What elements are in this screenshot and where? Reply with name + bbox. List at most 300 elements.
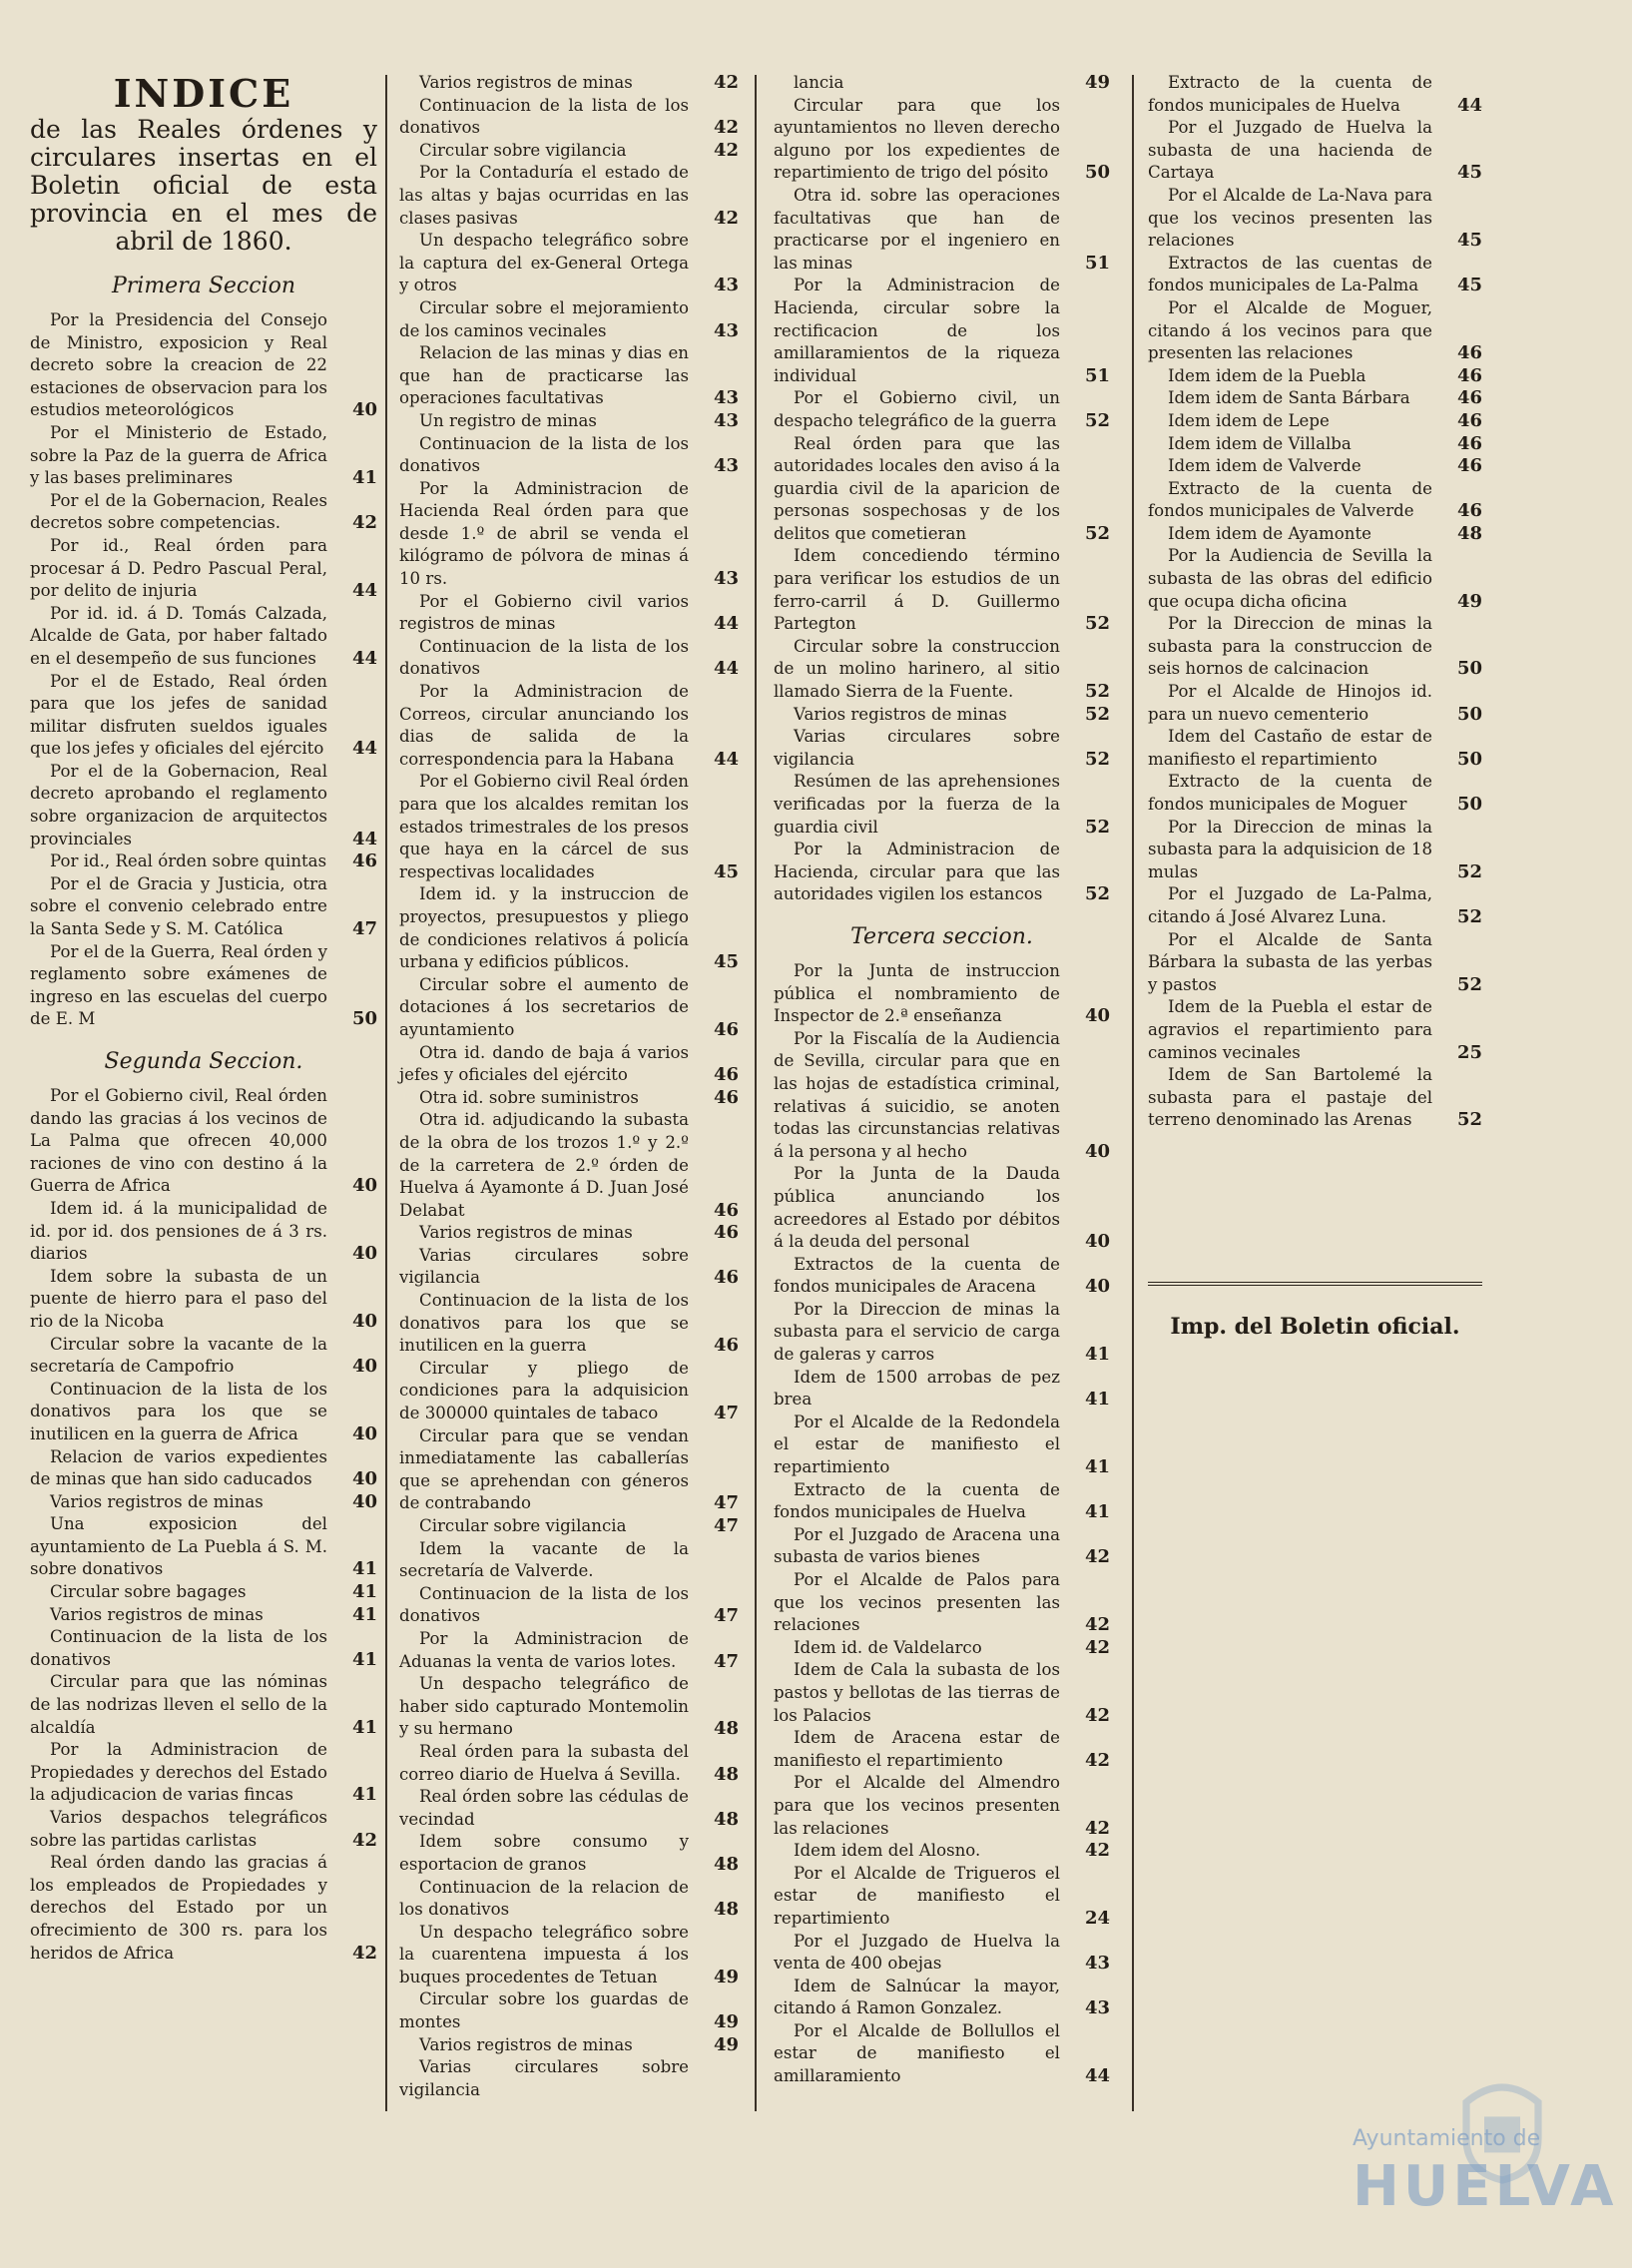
index-entry <box>1148 433 1482 456</box>
entry-page-number: 43 <box>713 275 739 296</box>
entry-page-number: 52 <box>1084 703 1110 725</box>
entry-text: Idem sobre consumo y esportacion de granos <box>399 1832 689 1874</box>
entry-page-number: 50 <box>1456 658 1482 680</box>
entry-text: Varias circulares sobre vigilancia <box>399 2057 689 2099</box>
index-entry <box>1148 387 1482 410</box>
entry-text: Por la Administracion de Hacienda, circular para que las autoridades vigilen los estancos <box>774 840 1060 904</box>
column-1 <box>30 72 377 1965</box>
entry-page-number: 46 <box>1456 432 1482 454</box>
entry-text: Varios registros de minas <box>50 1604 264 1624</box>
index-entry <box>30 761 377 850</box>
entry-text: Por la Direccion de minas la subasta para la construccion de seis hornos de calcinacion <box>1148 614 1432 679</box>
entry-page-number: 50 <box>1084 162 1110 184</box>
entry-text: Circular y pliego de condiciones para la adquisicion de 300000 quintales de tabaco <box>399 1358 689 1423</box>
entry-page-number: 41 <box>351 467 377 489</box>
entry-text: Continuacion de la lista de los donativos <box>399 433 689 476</box>
entry-page-number: 44 <box>351 738 377 760</box>
entry-page-number: 47 <box>713 1605 739 1627</box>
entry-page-number: 46 <box>1456 409 1482 431</box>
index-entry <box>399 478 739 591</box>
entry-text: Continuacion de la lista de los donativos <box>399 95 689 138</box>
index-entry <box>30 1085 377 1198</box>
index-entry <box>30 422 377 490</box>
index-entry <box>1148 297 1482 365</box>
entry-text: Por el Alcalde de La-Nava para que los vecinos presenten las relaciones <box>1148 185 1432 251</box>
entry-text: Real órden sobre las cédulas de vecindad <box>399 1787 689 1829</box>
entry-text: Circular sobre el mejoramiento de los caminos vecinales <box>399 297 689 340</box>
index-entry <box>399 1425 739 1515</box>
entry-text: Por el Gobierno civil, un despacho telegráfico de la guerra <box>774 388 1060 430</box>
entry-text: Por el Alcalde de Palos para que los vecinos presenten las relaciones <box>774 1570 1060 1635</box>
entry-page-number: 52 <box>1456 860 1482 882</box>
index-entry <box>774 95 1110 185</box>
index-entry <box>774 1840 1110 1863</box>
entry-page-number: 51 <box>1084 252 1110 274</box>
entry-text: Por la Presidencia del Consejo de Ministro, exposicion y Real decreto sobre la creacion de 22 estaciones de observacion para los estudios meteorológicos <box>30 310 327 420</box>
entry-page-number: 42 <box>1084 1614 1110 1636</box>
index-entry <box>30 1852 377 1965</box>
index-entry <box>774 1659 1110 1727</box>
entry-page-number: 47 <box>351 918 377 940</box>
index-entry <box>1148 455 1482 478</box>
entry-text: Por id., Real órden sobre quintas <box>50 851 327 871</box>
entry-page-number: 44 <box>351 828 377 850</box>
index-entry <box>30 1446 377 1491</box>
entry-text: Real órden para la subasta del correo diario de Huelva á Sevilla. <box>399 1741 689 1784</box>
index-entry <box>399 883 739 973</box>
index-entry <box>774 1163 1110 1253</box>
entry-page-number: 46 <box>1456 387 1482 409</box>
entry-page-number: 52 <box>1084 816 1110 838</box>
entry-page-number: 40 <box>351 1175 377 1197</box>
entry-page-number: 42 <box>713 139 739 161</box>
index-entry <box>774 771 1110 839</box>
index-entry <box>30 309 377 422</box>
column-rule <box>755 75 757 2111</box>
entry-text: Circular sobre vigilancia <box>419 140 627 160</box>
entry-page-number: 46 <box>713 1199 739 1221</box>
index-entry <box>399 1877 739 1922</box>
entry-text: Continuacion de la relacion de los donativos <box>399 1877 689 1920</box>
index-entry <box>1148 253 1482 297</box>
index-entry <box>774 636 1110 704</box>
entry-page-number: 40 <box>351 1356 377 1378</box>
index-entry <box>30 1807 377 1852</box>
entry-text: Un despacho telegráfico sobre la captura del ex-General Ortega y otros <box>399 231 689 295</box>
entry-page-number: 50 <box>1456 794 1482 815</box>
watermark-line-2: HUELVA <box>1353 2154 1618 2219</box>
entry-page-number: 41 <box>351 1716 377 1738</box>
entry-page-number: 42 <box>351 512 377 534</box>
entry-page-number: 43 <box>1084 1997 1110 2019</box>
entry-page-number: 48 <box>713 1718 739 1740</box>
entry-page-number: 40 <box>351 399 377 421</box>
entry-page-number: 48 <box>713 1853 739 1875</box>
entry-page-number: 46 <box>1456 500 1482 522</box>
entry-page-number: 40 <box>351 1310 377 1332</box>
entry-text: Circular sobre vigilancia <box>419 1516 627 1535</box>
entry-text: Relacion de las minas y dias en que han de practicarse las operaciones facultativas <box>399 343 689 408</box>
entry-text: Por el de Estado, Real órden para que los jefes de sanidad militar disfruten sueldos iguales que los jefes y oficiales del ejército <box>30 671 327 759</box>
entry-text: Relacion de varios expedientes de minas que han sido caducados <box>30 1446 327 1489</box>
entry-page-number: 41 <box>1084 1456 1110 1478</box>
entry-text: Por el Alcalde de Trigueros el estar de manifiesto el repartimiento <box>774 1863 1060 1928</box>
entry-text: Circular para que las nóminas de las nodrizas lleven el sello de la alcaldía <box>30 1672 327 1737</box>
index-entry <box>399 1786 739 1831</box>
entry-page-number: 52 <box>1084 522 1110 544</box>
index-entry <box>30 1604 377 1627</box>
index-entry <box>774 839 1110 906</box>
entry-text: Idem la vacante de la secretaría de Valverde. <box>399 1538 689 1581</box>
entry-text: Por la Administracion de Hacienda Real órden para que desde 1.º de abril se venda el kilógramo de pólvora de minas á 10 rs. <box>399 478 689 589</box>
entry-text: Otra id. dando de baja á varios jefes y oficiales del ejército <box>399 1042 689 1085</box>
index-entry <box>399 1042 739 1087</box>
index-entry <box>1148 996 1482 1064</box>
entry-text: Continuacion de la lista de los donativos para los que se inutilicen en la guerra <box>399 1291 689 1356</box>
entry-page-number: 43 <box>713 455 739 477</box>
entry-page-number: 46 <box>713 1335 739 1357</box>
index-entry <box>1148 478 1482 523</box>
entry-page-number: 25 <box>1456 1041 1482 1063</box>
entry-page-number: 46 <box>713 1267 739 1289</box>
entry-text: Varias circulares sobre vigilancia <box>774 727 1060 769</box>
entry-text: Idem idem del Alosno. <box>794 1841 981 1861</box>
entry-text: Otra id. sobre suministros <box>419 1087 639 1107</box>
index-entry <box>774 1479 1110 1524</box>
entry-page-number: 52 <box>1084 883 1110 905</box>
column-3 <box>774 72 1110 2088</box>
entry-page-number: 46 <box>1456 364 1482 386</box>
entry-text: Extractos de las cuentas de fondos municipales de La-Palma <box>1148 253 1432 295</box>
entry-text: Idem idem de Villalba <box>1168 433 1352 453</box>
index-entry <box>774 1254 1110 1299</box>
entry-page-number: 50 <box>1456 703 1482 725</box>
entry-page-number: 52 <box>1084 748 1110 770</box>
entry-text: Por la Fiscalía de la Audiencia de Sevilla, circular para que en las hojas de estadística criminal, relativas á suicidio, se anoten todas las circunstancias relativas á la persona y al hecho <box>774 1028 1060 1161</box>
index-entry <box>30 1198 377 1266</box>
entry-text: Por el de la Gobernacion, Reales decretos sobre competencias. <box>30 490 327 533</box>
entry-page-number: 44 <box>1084 2065 1110 2087</box>
index-entry <box>399 1087 739 1110</box>
entry-page-number: 46 <box>351 850 377 872</box>
index-subtitle: de las Reales órdenes y circulares insertas en el Boletin oficial de esta provincia en el mes de abril de 1860. <box>30 115 377 256</box>
entry-page-number: 46 <box>1456 342 1482 364</box>
entry-text: Por la Administracion de Hacienda, circular sobre la rectificacion de los amillaramientos de la riqueza individual <box>774 276 1060 385</box>
entry-page-number: 42 <box>1084 1749 1110 1771</box>
entry-text: lancia <box>794 73 844 92</box>
entry-page-number: 44 <box>713 613 739 635</box>
entry-page-number: 52 <box>1084 613 1110 635</box>
index-entry <box>30 873 377 941</box>
index-entry <box>1148 771 1482 816</box>
entry-text: Idem de Cala la subasta de los pastos y bellotas de las tierras de los Palacios <box>774 1660 1060 1725</box>
entry-text: Idem idem de Lepe <box>1168 410 1330 430</box>
entry-text: Por el Juzgado de La-Palma, citando á José Alvarez Luna. <box>1148 884 1432 926</box>
entry-text: Por la Audiencia de Sevilla la subasta de las obras del edificio que ocupa dicha oficina <box>1148 546 1432 611</box>
index-entry <box>399 2056 739 2101</box>
entry-page-number: 43 <box>1084 1953 1110 1975</box>
entry-page-number: 41 <box>351 1603 377 1625</box>
section-heading-second: Segunda Seccion. <box>104 1049 303 1074</box>
index-entry <box>1148 613 1482 681</box>
entry-text: Real órden para que las autoridades locales den aviso á la guardia civil de la aparicion de personas sospechosas y de los delitos que cometieran <box>774 433 1060 543</box>
entry-text: Por el Juzgado de Aracena una subasta de varios bienes <box>774 1524 1060 1567</box>
entry-page-number: 40 <box>1084 1276 1110 1298</box>
entry-page-number: 52 <box>1084 409 1110 431</box>
index-entry <box>30 1513 377 1581</box>
entry-page-number: 41 <box>351 1558 377 1580</box>
entry-page-number: 46 <box>713 1222 739 1244</box>
index-entry <box>774 1412 1110 1479</box>
index-entry <box>774 185 1110 275</box>
index-entry <box>399 297 739 342</box>
entry-page-number: 49 <box>1456 590 1482 612</box>
entry-text: Idem concediendo término para verificar los estudios de un ferro-carril á D. Guillermo Partegton <box>774 546 1060 634</box>
index-entry <box>399 1109 739 1222</box>
entry-text: Idem de San Bartolemé la subasta para el pastaje del terreno denominado las Arenas <box>1148 1065 1432 1130</box>
entry-page-number: 45 <box>1456 162 1482 184</box>
entry-page-number: 40 <box>351 1468 377 1490</box>
index-entry <box>30 490 377 535</box>
index-entry <box>399 342 739 410</box>
entry-text: Un despacho telegráfico sobre la cuarentena impuesta á los buques procedentes de Tetuan <box>399 1922 689 1986</box>
index-entry <box>399 1222 739 1245</box>
entry-text: Por la Junta de la Dauda pública anunciando los acreedores al Estado por débitos á la deuda del personal <box>774 1164 1060 1252</box>
printer-imprint: Imp. del Boletin oficial. <box>1148 1282 1482 1339</box>
index-entry <box>399 974 739 1042</box>
entry-text: Circular sobre la vacante de la secretaría de Campofrio <box>30 1334 327 1377</box>
entry-text: Circular sobre el aumento de dotaciones á los secretarios de ayuntamiento <box>399 974 689 1039</box>
entry-page-number: 41 <box>351 1648 377 1670</box>
entry-page-number: 45 <box>713 860 739 882</box>
entry-page-number: 41 <box>1084 1344 1110 1366</box>
index-entry <box>774 1028 1110 1164</box>
entry-page-number: 52 <box>1084 681 1110 703</box>
entry-page-number: 42 <box>1084 1817 1110 1839</box>
entry-text: Por id., Real órden para procesar á D. Pedro Pascual Peral, por delito de injuria <box>30 535 327 601</box>
section-heading-third: Tercera seccion. <box>850 923 1033 949</box>
index-entry <box>774 72 1110 95</box>
index-entry <box>30 535 377 603</box>
entry-text: Extracto de la cuenta de fondos municipales de Huelva <box>774 1479 1060 1522</box>
entry-page-number: 49 <box>713 1966 739 1987</box>
entry-page-number: 40 <box>1084 1005 1110 1027</box>
entry-page-number: 45 <box>1456 230 1482 252</box>
entry-text: Por el Alcalde de la Redondela el estar de manifiesto el repartimiento <box>774 1412 1060 1477</box>
entry-text: Por el Juzgado de Huelva la venta de 400 obejas <box>774 1931 1060 1974</box>
entry-text: Por el Juzgado de Huelva la subasta de una hacienda de Cartaya <box>1148 118 1432 183</box>
index-entry <box>399 1245 739 1290</box>
index-entry <box>774 1931 1110 1976</box>
entry-page-number: 42 <box>1084 1546 1110 1568</box>
index-entry <box>399 162 739 230</box>
entry-page-number: 41 <box>351 1581 377 1603</box>
entry-text: Varios registros de minas <box>419 2034 633 2054</box>
index-entry <box>399 230 739 297</box>
index-entry <box>399 410 739 433</box>
entry-page-number: 45 <box>713 951 739 973</box>
entry-page-number: 24 <box>1084 1907 1110 1929</box>
entry-text: Por el de Gracia y Justicia, otra sobre el convenio celebrado entre la Santa Sede y S. M. Católica <box>30 873 327 939</box>
entry-page-number: 44 <box>713 658 739 680</box>
index-entry <box>774 275 1110 387</box>
index-entry <box>30 1671 377 1739</box>
entry-page-number: 41 <box>1084 1389 1110 1411</box>
column-2 <box>399 72 739 2101</box>
entry-text: Extracto de la cuenta de fondos municipales de Huelva <box>1148 73 1432 115</box>
index-title <box>30 72 377 256</box>
entry-text: Circular sobre bagages <box>50 1582 247 1602</box>
index-entry <box>1148 523 1482 546</box>
entry-page-number: 43 <box>713 387 739 409</box>
entry-text: Por el Alcalde de Bollullos el estar de manifiesto el amillaramiento <box>774 2020 1060 2086</box>
index-entry <box>774 726 1110 771</box>
entry-text: Varios registros de minas <box>419 73 633 92</box>
entry-text: Por el Alcalde de Santa Bárbara la subasta de las yerbas y pastos <box>1148 929 1432 994</box>
entry-text: Varios registros de minas <box>419 1223 633 1243</box>
entry-text: Un registro de minas <box>419 410 597 430</box>
entry-page-number: 52 <box>1456 905 1482 927</box>
entry-text: Continuacion de la lista de los donativos para los que se inutilicen en la guerra de Africa <box>30 1379 327 1443</box>
index-entry <box>774 1524 1110 1569</box>
entry-page-number: 40 <box>351 1243 377 1265</box>
entry-text: Idem idem de Valverde <box>1168 456 1361 476</box>
index-entry <box>399 1515 739 1538</box>
entry-text: Continuacion de la lista de los donativos <box>30 1627 327 1669</box>
entry-page-number: 48 <box>1456 522 1482 544</box>
entry-page-number: 40 <box>351 1422 377 1444</box>
entry-page-number: 47 <box>713 1650 739 1672</box>
index-entry <box>399 1741 739 1786</box>
entry-page-number: 40 <box>1084 1231 1110 1253</box>
watermark-line-1: Ayuntamiento de <box>1353 2126 1541 2151</box>
index-entry <box>1148 817 1482 884</box>
entry-text: Por el de la Gobernacion, Real decreto aprobando el reglamento sobre organizacion de arquitectos provinciales <box>30 761 327 849</box>
index-entry <box>1148 117 1482 185</box>
entry-page-number: 52 <box>1456 973 1482 995</box>
entry-text: Idem id. de Valdelarco <box>794 1637 982 1657</box>
entry-page-number: 46 <box>713 1018 739 1040</box>
entry-text: Por la Junta de instruccion pública el nombramiento de Inspector de 2.ª enseñanza <box>774 960 1060 1026</box>
entry-text: Idem idem de Ayamonte <box>1168 523 1371 543</box>
entry-text: Por la Administracion de Aduanas la venta de varios lotes. <box>399 1628 689 1671</box>
index-entry <box>399 636 739 681</box>
index-entry <box>399 1988 739 2033</box>
index-entry <box>774 2020 1110 2088</box>
index-entry <box>774 1637 1110 1660</box>
entry-page-number: 44 <box>1456 94 1482 116</box>
index-heading: INDICE <box>113 71 294 116</box>
entry-text: Circular para que los ayuntamientos no lleven derecho alguno por los expedientes de repartimiento de trigo del pósito <box>774 95 1060 183</box>
entry-page-number: 44 <box>713 748 739 770</box>
index-entry <box>1148 545 1482 613</box>
index-entry <box>30 1379 377 1446</box>
index-entry <box>30 1266 377 1334</box>
index-entry <box>1148 681 1482 726</box>
entry-page-number: 46 <box>713 1086 739 1108</box>
index-entry <box>399 2034 739 2057</box>
entry-text: Por el Alcalde de Hinojos id. para un nuevo cementerio <box>1148 682 1432 724</box>
entry-text: Idem de Salnúcar la mayor, citando á Ramon Gonzalez. <box>774 1976 1060 2018</box>
entry-page-number: 48 <box>713 1808 739 1830</box>
entry-text: Varios registros de minas <box>50 1491 264 1511</box>
entry-text: Varios registros de minas <box>794 704 1007 724</box>
entry-page-number: 47 <box>713 1403 739 1424</box>
index-entry <box>1148 1064 1482 1132</box>
entry-page-number: 47 <box>713 1515 739 1536</box>
entry-text: Por id. id. á D. Tomás Calzada, Alcalde de Gata, por haber faltado en el desempeño de sus funciones <box>30 603 327 668</box>
entry-page-number: 47 <box>713 1492 739 1514</box>
index-entry <box>399 433 739 478</box>
index-entry <box>30 1334 377 1379</box>
entry-page-number: 48 <box>713 1899 739 1921</box>
entry-page-number: 42 <box>351 1942 377 1964</box>
entry-text: Por el Gobierno civil Real órden para que los alcaldes remitan los estados trimestrales de los presos que haya en la cárcel de sus respectivas localidades <box>399 772 689 881</box>
index-entry <box>774 1727 1110 1772</box>
index-entry <box>774 1863 1110 1931</box>
entry-text: Otra id. sobre las operaciones facultativas que han de practicarse por el ingeniero en las minas <box>774 185 1060 273</box>
entry-text: Idem id. y la instruccion de proyectos, presupuestos y pliego de condiciones relativos á policía urbana y edificios públicos. <box>399 884 689 972</box>
index-entry <box>1148 410 1482 433</box>
index-entry <box>30 850 377 873</box>
entry-page-number: 42 <box>1084 1840 1110 1862</box>
entry-text: Continuacion de la lista de los donativos <box>399 636 689 679</box>
index-entry <box>30 941 377 1031</box>
index-entry <box>399 72 739 95</box>
index-entry <box>30 1491 377 1514</box>
index-entry <box>774 387 1110 432</box>
index-entry <box>399 1628 739 1673</box>
entry-page-number: 43 <box>713 568 739 590</box>
index-entry <box>399 1673 739 1741</box>
index-entry <box>399 1538 739 1583</box>
index-entry <box>774 1367 1110 1412</box>
entry-text: Por la Administracion de Propiedades y derechos del Estado la adjudicacion de varias fincas <box>30 1740 327 1805</box>
entry-text: Idem de 1500 arrobas de pez brea <box>774 1367 1060 1410</box>
entry-text: Extracto de la cuenta de fondos municipales de Valverde <box>1148 478 1432 521</box>
index-entry <box>774 1772 1110 1840</box>
index-entry <box>399 1922 739 1989</box>
entry-page-number: 41 <box>1084 1501 1110 1523</box>
index-entry <box>399 591 739 636</box>
column-rule <box>385 75 387 2111</box>
entry-text: Idem de la Puebla el estar de agravios el repartimiento para caminos vecinales <box>1148 997 1432 1062</box>
entry-text: Otra id. adjudicando la subasta de la obra de los trozos 1.º y 2.º de la carretera de 2.º órden de Huelva á Ayamonte á D. Juan José Delabat <box>399 1110 689 1220</box>
entry-page-number: 40 <box>351 1490 377 1512</box>
index-entry <box>30 1739 377 1807</box>
index-entry <box>1148 929 1482 997</box>
entry-page-number: 42 <box>351 1829 377 1851</box>
entry-text: Por el Gobierno civil, Real órden dando las gracias á los vecinos de La Palma que ofrecen 40,000 raciones de vino con destino á la Guerra de Africa <box>30 1086 327 1196</box>
entry-text: Un despacho telegráfico de haber sido capturado Montemolin y su hermano <box>399 1674 689 1739</box>
index-entry <box>399 140 739 163</box>
index-entry <box>774 704 1110 727</box>
entry-text: Continuacion de la lista de los donativos <box>399 1583 689 1626</box>
index-entry <box>30 671 377 761</box>
entry-text: Idem idem de Santa Bárbara <box>1168 388 1410 408</box>
entry-page-number: 40 <box>1084 1140 1110 1162</box>
index-entry <box>399 95 739 140</box>
index-entry <box>1148 185 1482 253</box>
index-entry <box>30 603 377 671</box>
entry-page-number: 43 <box>713 319 739 341</box>
entry-text: Idem de Aracena estar de manifiesto el repartimiento <box>774 1728 1060 1770</box>
entry-text: Varios despachos telegráficos sobre las partidas carlistas <box>30 1808 327 1850</box>
index-entry <box>774 960 1110 1028</box>
entry-text: Idem del Castaño de estar de manifiesto el repartimiento <box>1148 727 1432 769</box>
index-entry <box>1148 883 1482 928</box>
index-entry <box>399 1831 739 1876</box>
